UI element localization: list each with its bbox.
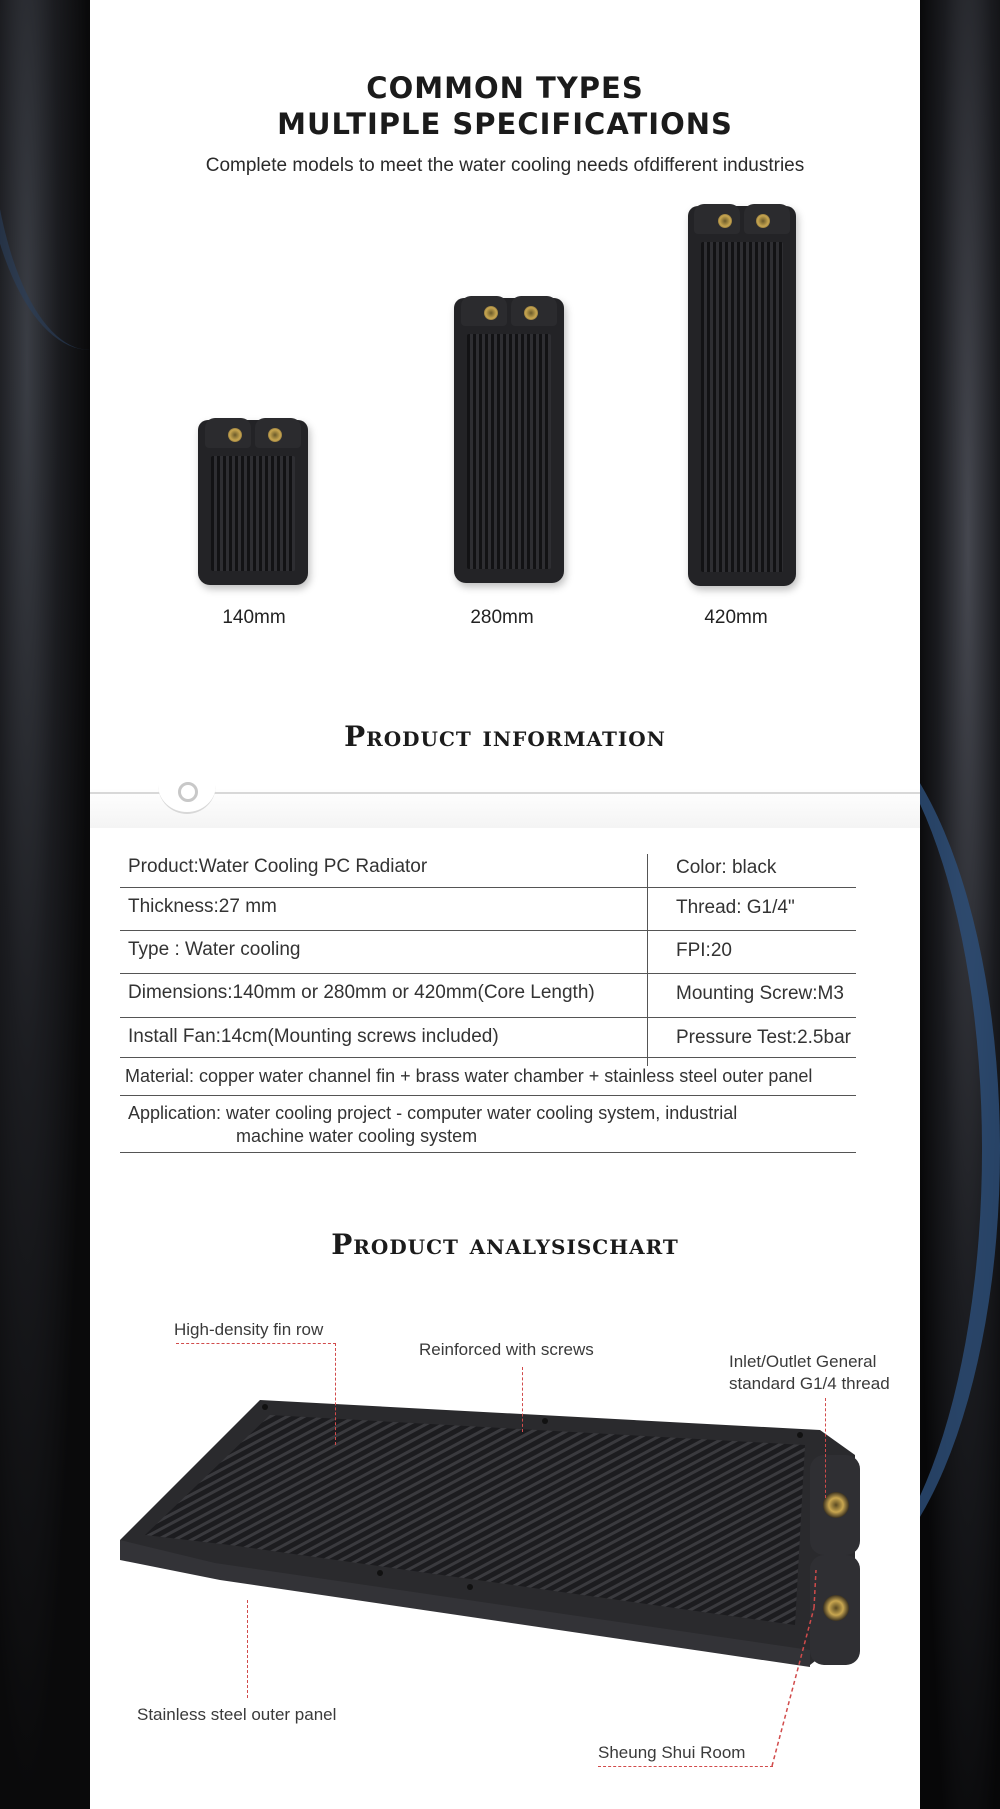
- size-label-140mm: 140mm: [222, 607, 286, 628]
- screw-icon: [542, 1418, 548, 1424]
- spec-material: Material: copper water channel fin + brass water chamber + stainless steel outer panel: [125, 1066, 813, 1086]
- fin-row: [701, 242, 783, 572]
- table-row: [120, 888, 856, 931]
- spec-type: Type : Water cooling: [128, 939, 301, 960]
- callout-line: [335, 1343, 336, 1445]
- spec-thread: Thread: G1/4": [676, 897, 795, 918]
- size-label-280mm: 280mm: [470, 607, 534, 628]
- fan-blade-decoration: [0, 0, 90, 350]
- application-line-2: machine water cooling system: [236, 1126, 478, 1146]
- brass-port-icon: [524, 306, 538, 320]
- callout-inlet-outlet-line-2: standard G1/4 thread: [729, 1374, 890, 1393]
- size-label-420mm: 420mm: [704, 607, 768, 628]
- section-subtitle: Complete models to meet the water cooling needs ofdifferent industries: [205, 155, 805, 176]
- content-panel: [90, 0, 920, 1809]
- spec-color: Color: black: [676, 857, 777, 878]
- background-left: [0, 0, 90, 1809]
- table-row: [120, 1096, 856, 1153]
- callout-line: [522, 1367, 523, 1432]
- application-line-1: Application: water cooling project - computer water cooling system, industrial: [128, 1103, 738, 1123]
- title-line-1: COMMON TYPES: [366, 71, 644, 105]
- spec-install-fan: Install Fan:14cm(Mounting screws included): [128, 1026, 499, 1047]
- spec-dimensions: Dimensions:140mm or 280mm or 420mm(Core Length): [128, 982, 595, 1003]
- brass-port-icon: [484, 306, 498, 320]
- table-row: [120, 974, 856, 1018]
- section-title-common-types: [90, 70, 920, 142]
- spec-product: Product:Water Cooling PC Radiator: [128, 856, 428, 877]
- table-row: [120, 1058, 856, 1096]
- background-right: [920, 0, 1000, 1809]
- callout-stainless-panel: Stainless steel outer panel: [137, 1705, 337, 1724]
- radiator-280mm-image: [454, 298, 564, 583]
- table-row: [120, 1018, 856, 1058]
- callout-line: [247, 1600, 248, 1698]
- callout-reinforced-screws: Reinforced with screws: [419, 1340, 594, 1359]
- brass-port-icon: [756, 214, 770, 228]
- screw-icon: [467, 1584, 473, 1590]
- table-row: [120, 848, 856, 888]
- callout-line: [598, 1766, 773, 1767]
- brass-port-icon: [718, 214, 732, 228]
- callout-sheung-shui-room: Sheung Shui Room: [598, 1743, 746, 1762]
- brass-port-icon: [823, 1492, 849, 1518]
- section-title-product-information: Product information: [344, 720, 666, 753]
- fin-row: [467, 334, 551, 569]
- brass-port-icon: [228, 428, 242, 442]
- screw-icon: [262, 1404, 268, 1410]
- callout-inlet-outlet-line-1: Inlet/Outlet General: [729, 1352, 877, 1371]
- screw-icon: [797, 1432, 803, 1438]
- radiator-analysis-image: [120, 1395, 860, 1675]
- callout-line: [176, 1343, 336, 1344]
- callout-line: [825, 1398, 826, 1498]
- screw-icon: [377, 1570, 383, 1576]
- spec-table: [120, 848, 856, 1153]
- radiator-420mm-image: [688, 206, 796, 586]
- section-title-product-analysis: Product analysischart: [331, 1228, 679, 1261]
- radiator-140mm-image: [198, 420, 308, 585]
- spec-mounting-screw: Mounting Screw:M3: [676, 983, 844, 1004]
- spec-fpi: FPI:20: [676, 940, 732, 961]
- fin-row: [211, 456, 295, 571]
- title-line-2: MULTIPLE SPECIFICATIONS: [277, 107, 733, 141]
- callout-high-density-fin-row: High-density fin row: [174, 1320, 324, 1339]
- table-row: [120, 931, 856, 974]
- spec-thickness: Thickness:27 mm: [128, 896, 277, 917]
- divider-circle-icon: [178, 782, 198, 802]
- spec-application: [128, 1102, 828, 1148]
- fan-blade-decoration: [920, 700, 1000, 1600]
- spec-pressure-test: Pressure Test:2.5bar: [676, 1027, 851, 1048]
- callout-line-diagonal: [770, 1568, 850, 1768]
- brass-port-icon: [268, 428, 282, 442]
